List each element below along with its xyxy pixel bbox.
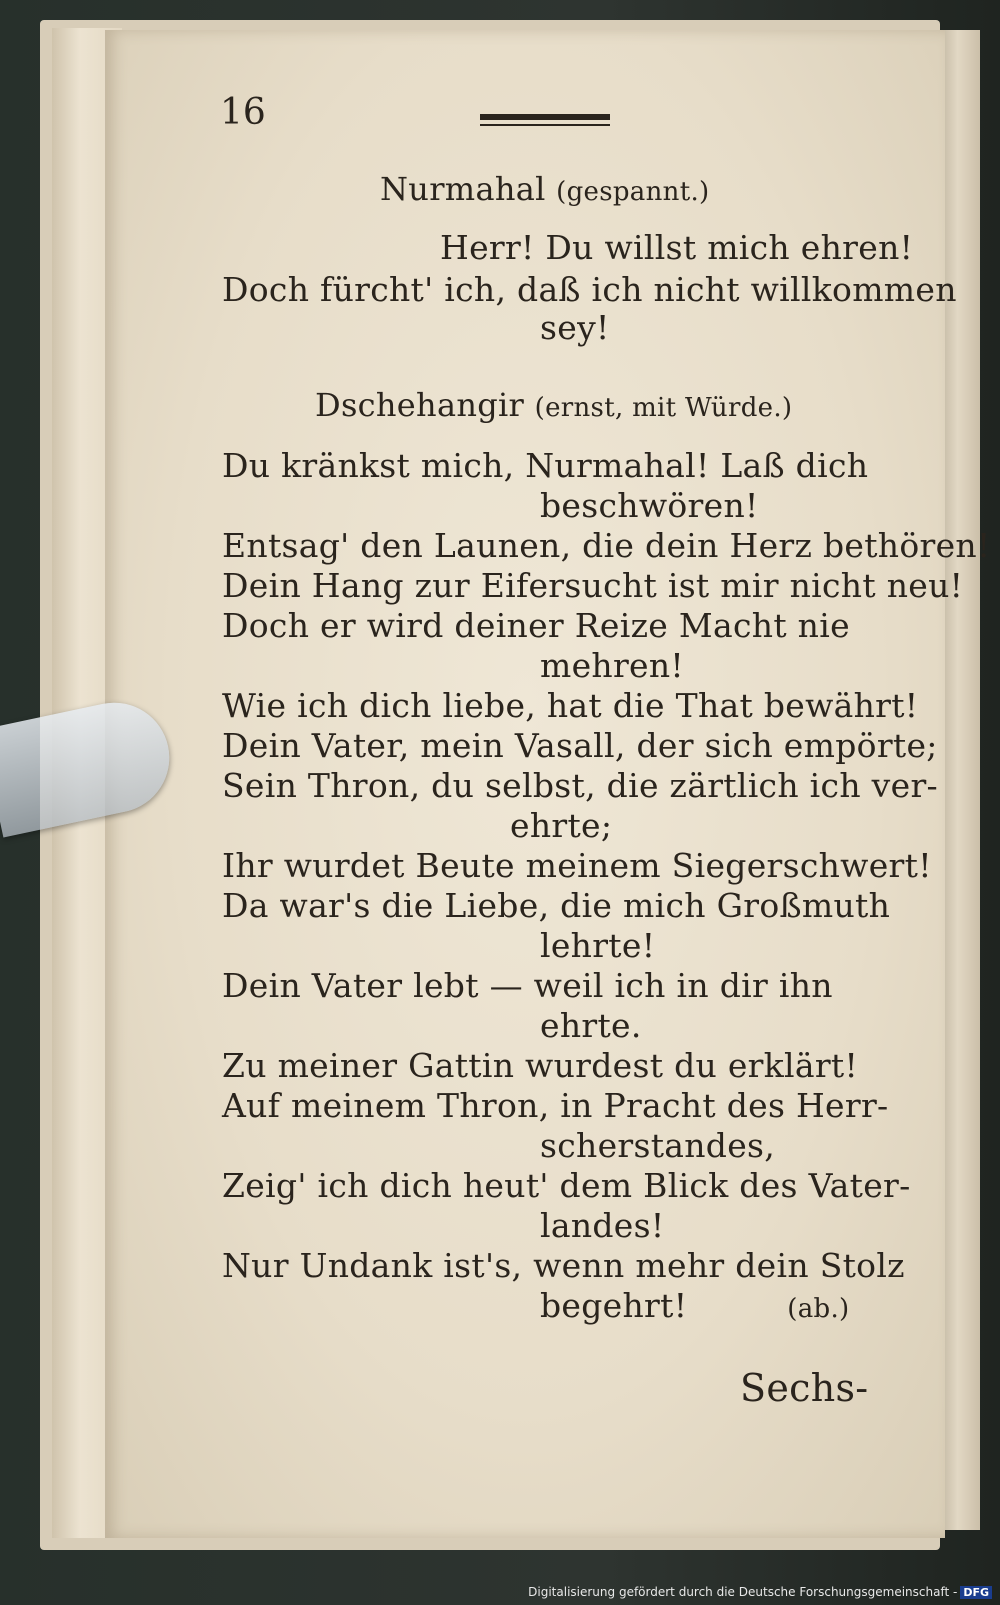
verse-line: Du kränkst mich, Nurmahal! Laß dich [222,446,869,485]
verse-line: scherstandes, [540,1126,776,1165]
verse-line: ehrte; [510,806,613,845]
verse-line: Da war's die Liebe, die mich Großmuth [222,886,891,925]
speaker-line: Nurmahal (gespannt.) [380,170,710,208]
header-rule [480,114,610,120]
verse-line: sey! [540,308,610,347]
verse-line: Wie ich dich liebe, hat die That bewährt! [222,686,919,725]
verse-line: Auf meinem Thron, in Pracht des Herr- [222,1086,889,1125]
verse-line: Herr! Du willst mich ehren! [440,228,914,267]
verse-line: Dein Hang zur Eifersucht ist mir nicht neu! [222,566,964,605]
header-rule-thin [480,124,610,126]
verse-line: Sein Thron, du selbst, die zärtlich ich ver- [222,766,938,805]
verse-line: Dein Vater, mein Vasall, der sich empörte; [222,726,938,765]
verse-line: ehrte. [540,1006,642,1045]
verse-line: Doch er wird deiner Reize Macht nie [222,606,850,645]
verse-line: Doch fürcht' ich, daß ich nicht willkommen [222,270,957,309]
catchword: Sechs- [740,1366,869,1410]
verse-line: Nur Undank ist's, wenn mehr dein Stolz [222,1246,905,1285]
verse-line: Entsag' den Launen, die dein Herz bethören! [222,526,991,565]
verse-line: begehrt! (ab.) [540,1286,850,1325]
verse-line: Zeig' ich dich heut' dem Blick des Vater- [222,1166,911,1205]
verse-line: Dein Vater lebt — weil ich in dir ihn [222,966,833,1005]
verse-line: landes! [540,1206,665,1245]
footer-credit [528,1585,992,1599]
verse-line: beschwören! [540,486,759,525]
verse-line: Ihr wurdet Beute meinem Siegerschwert! [222,846,932,885]
dfg-logo: DFG [960,1586,992,1599]
verse-line: mehren! [540,646,684,685]
page-number: 16 [220,92,266,133]
verse-line: lehrte! [540,926,656,965]
speaker-line: Dschehangir (ernst, mit Würde.) [315,386,793,424]
verse-line: Zu meiner Gattin wurdest du erklärt! [222,1046,859,1085]
footer-text: Digitalisierung gefördert durch die Deutsche Forschungsgemeinschaft - [528,1585,958,1599]
